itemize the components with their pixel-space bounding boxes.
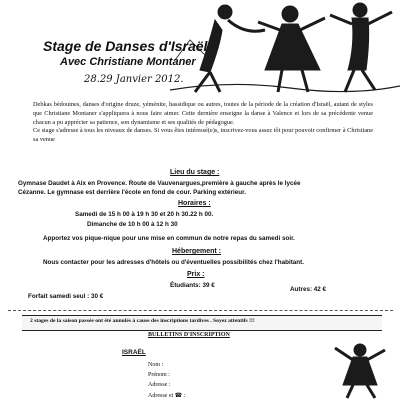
intro-paragraph-2: Ce stage s'adresse à tous les niveaux de danses. Si vous êtes intéressé(e)s, inscrivez-vous assez tôt pour pouvoir confirmer à Christiane sa venue — [33, 127, 373, 144]
form-field-nom[interactable]: Nom : — [148, 362, 164, 368]
warning-banner-text: 2 stages de la saison passée ont été annulés à cause des inscriptions tardives . Soyez attentifs !!! — [30, 318, 255, 324]
event-dates: 28.29 Janvier 2012. — [84, 74, 184, 85]
page-subtitle: Avec Christiane Montaner — [60, 56, 196, 68]
repas-text: Apportez vos pique-nique pour une mise en commun de notre repas du samedi soir. — [43, 235, 295, 242]
hebergement-heading: Hébergement : — [172, 248, 222, 255]
prix-etudiants: Étudiants: 39 € — [170, 282, 215, 289]
intro-text — [33, 101, 373, 145]
cut-line — [8, 310, 393, 311]
dancer-illustration — [325, 340, 395, 400]
horaires-heading: Horaires : — [178, 200, 211, 207]
horaires-samedi: Samedi de 15 h 00 à 19 h 30 et 20 h 30.22 h 00. — [75, 211, 214, 218]
form-heading: BULLETINS D'INSCRIPTION — [148, 332, 230, 338]
page-title: Stage de Danses d'Israël — [43, 38, 208, 54]
form-field-telephone[interactable]: Adresse et ☎ : — [148, 393, 186, 399]
lieu-line-1: Gymnase Daudet à Aix en Provence. Route de Vauvenargues,première à gauche après le lycée — [18, 180, 301, 187]
prix-heading: Prix : — [187, 271, 205, 278]
prix-forfait: Forfait samedi seul : 30 € — [28, 293, 104, 300]
horaires-dimanche: Dimanche de 10 h 00 à 12 h 30 — [87, 221, 178, 228]
form-field-adresse[interactable]: Adresse : — [148, 382, 171, 388]
lieu-line-2: Cézanne. Le gymnase est derrière l'école en fond de cour. Parking extérieur. — [18, 189, 246, 196]
form-subheading: ISRAËL — [122, 349, 146, 356]
lieu-heading: Lieu du stage : — [170, 169, 220, 176]
hebergement-text: Nous contacter pour les adresses d'hôtels ou d'éventuelles possibilités chez l'habitant. — [43, 259, 304, 266]
prix-autres: Autres: 42 € — [290, 286, 327, 293]
intro-paragraph-1: Debkas bédouines, danses d'origine druze, yéménite, hassidique ou autres, toutes de la période de la création d'Israël, autant de styles que Christiane Montaner s'appliquera à nous faire aimer. Cette dernière enseigne la danse à Valence et lors de sa précédente venue chacun a pu apprécier sa patience, son dynamisme et ses qualités de pédagogue. — [33, 101, 373, 126]
form-field-prenom[interactable]: Prénom : — [148, 372, 170, 378]
